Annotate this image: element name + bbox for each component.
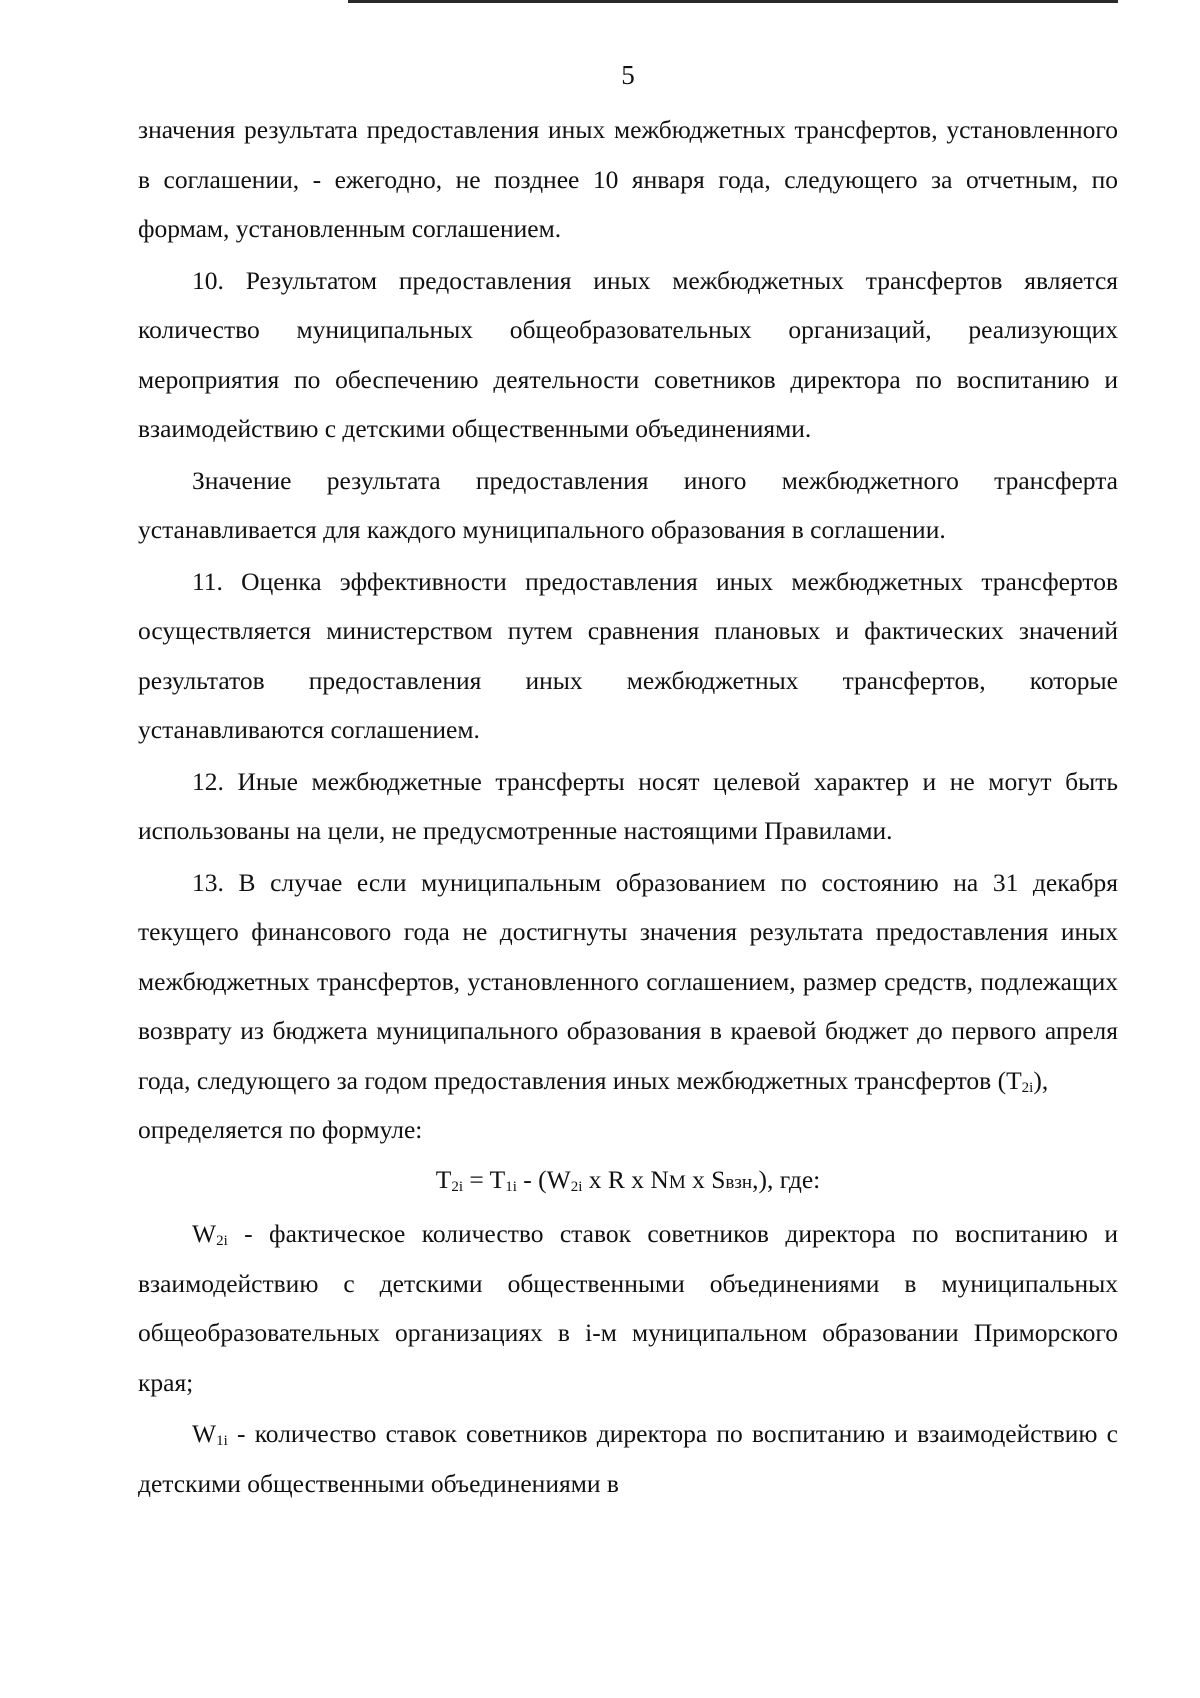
definition-w2i-symbol: W [192, 1219, 217, 1248]
formula-mid: - (W [516, 1164, 571, 1194]
top-rule [348, 0, 1118, 3]
paragraph-10-value: Значение результата предоставления иного межбюджетного трансферта устанавливается для каждого муниципального образования в соглашении. [138, 465, 1118, 544]
document-page [138, 60, 1118, 1508]
definition-w1i-text: - количество ставок советников директора по воспитанию и взаимодействию с детскими общественными объединениями в [138, 1419, 1118, 1498]
definition-w1i [138, 1409, 1118, 1508]
formula-t2: T [435, 1164, 452, 1194]
paragraph-12: 12. Иные межбюджетные трансферты носят целевой характер и не могут быть использованы на цели, не предусмотренные настоящими Правилами. [138, 766, 1118, 845]
definition-w1i-sub: 1i [216, 1433, 228, 1449]
paragraph-10: 10. Результатом предоставления иных межбюджетных трансфертов является количество муниципальных общеобразовательных организаций, реализующих мероприятия по обеспечению деятельности советников директора по воспитанию и взаимодействию с детскими общественными объединениями. [138, 265, 1118, 443]
paragraph-13-subscript: 2i [1021, 1079, 1034, 1096]
paragraph-9-continuation: значения результата предоставления иных межбюджетных трансфертов, установленного в соглашении, - ежегодно, не позднее 10 января года, следующего за отчетным, по формам, установленным соглашением. [138, 115, 1118, 243]
formula [138, 1155, 1118, 1208]
paragraph-13-formula-intro: определяется по формуле: [138, 1115, 423, 1144]
page-number: 5 [621, 60, 635, 90]
formula-eq: = T [462, 1164, 506, 1194]
formula-w2-sub: 2i [570, 1178, 583, 1195]
paragraph-13-end: ), [1033, 1065, 1049, 1095]
definition-w2i-text: - фактическое количество ставок советников директора по воспитанию и взаимодействию с детскими общественными объединениями в муниципальных общеобразовательных организациях в i-м муниципальном образовании Приморского края; [138, 1219, 1118, 1397]
definition-w1i-symbol: W [192, 1419, 217, 1448]
formula-t1-sub: 1i [505, 1178, 517, 1195]
formula-x-r: x R x N [582, 1164, 669, 1194]
formula-end: ,), где: [752, 1164, 821, 1194]
paragraph-13 [138, 858, 1118, 1106]
formula-x-s: x S [685, 1164, 726, 1194]
paragraph-11: 11. Оценка эффективности предоставления иных межбюджетных трансфертов осуществляется министерством путем сравнения плановых и фактических значений результатов предоставления иных межбюджетных трансфертов, которые устанавливаются соглашением. [138, 566, 1118, 744]
formula-s-small: взн [725, 1171, 753, 1193]
paragraph-13-text: 13. В случае если муниципальным образованием по состоянию на 31 декабря текущего финансового года не достигнуты значения результата предоставления иных межбюджетных трансфертов, установленного соглашением, размер средств, подлежащих возврату из бюджета муниципального образования в краевой бюджет до первого апреля года, следующего за годом предоставления иных межбюджетных трансфертов (T [138, 867, 1118, 1095]
formula-t2-sub: 2i [451, 1178, 463, 1195]
formula-nm: М [668, 1171, 686, 1193]
definition-w2i [138, 1209, 1118, 1407]
definition-w2i-sub: 2i [216, 1233, 228, 1249]
